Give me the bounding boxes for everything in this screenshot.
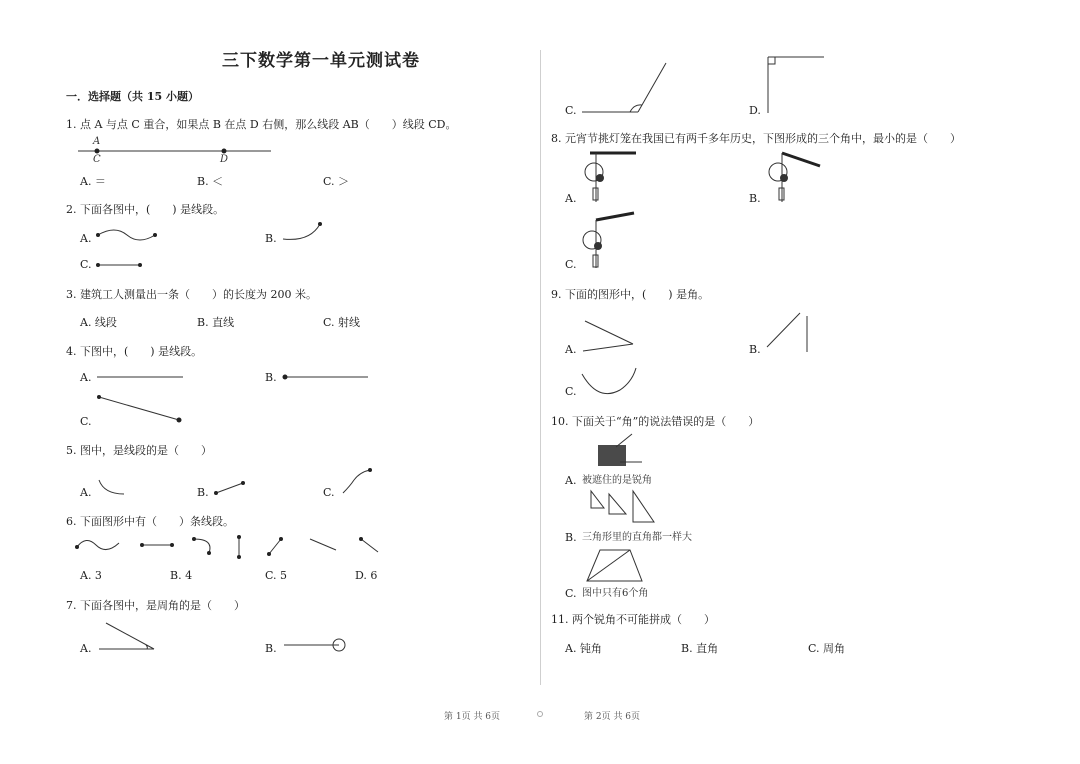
q3-option-c[interactable]: C. 射线 [323,316,361,329]
q1-figure [75,136,275,166]
page-number-left: 第 1页 共 6页 [444,712,501,722]
q6-figures [74,535,384,560]
q9-option-c[interactable]: C. [565,385,577,398]
q10-caption-b: 三角形里的直角都一样大 [582,532,692,543]
question-3: 3. 建筑工人测量出一条（ ）的长度为 200 米。 [66,288,317,301]
q2-segment-c [95,258,145,272]
q7-angle-b [282,636,350,654]
q5-curve-c [340,466,375,496]
q8-option-a[interactable]: A. [565,192,577,205]
q5-option-a[interactable]: A. [80,486,92,499]
page-separator-icon [535,709,545,719]
q2-option-c[interactable]: C. [80,258,92,271]
q8-option-b[interactable]: B. [749,192,761,205]
question-5: 5. 图中，是线段的是（ ） [66,444,212,457]
page-number-right: 第 2页 共 6页 [584,712,641,722]
q6-option-c[interactable]: C. 5 [265,569,288,582]
q7-option-a[interactable]: A. [80,642,92,655]
q8-option-c[interactable]: C. [565,258,577,271]
q2-option-a[interactable]: A. [80,232,92,245]
question-11: 11. 两个锐角不可能拼成（ ） [551,613,715,626]
q7-option-c[interactable]: C. [565,104,577,117]
q5-curve-a [96,476,131,498]
q10-trapezoid-c [584,547,646,585]
q5-option-b[interactable]: B. [197,486,209,499]
q7-angle-c [580,60,670,115]
q3-option-b[interactable]: B. 直线 [197,316,235,329]
q6-option-b[interactable]: B. 4 [170,569,193,582]
q4-ray-b [282,372,372,382]
q9-lines-b [764,310,812,354]
q4-option-a[interactable]: A. [80,371,92,384]
q3-option-a[interactable]: A. 线段 [80,316,117,329]
q8-lantern-c [578,210,638,272]
q2-curve-a [95,225,160,245]
q10-caption-a: 被遮住的是锐角 [582,475,652,486]
column-divider [540,50,541,685]
q9-option-a[interactable]: A. [565,343,577,356]
question-6: 6. 下面图形中有（ ）条线段。 [66,515,234,528]
question-1: 1. 点 A 与点 C 重合，如果点 B 在点 D 右侧，那么线段 AB（ ）线段 CD。 [66,118,457,131]
q9-angle-a [580,318,638,354]
question-10: 10. 下面关于“角”的说法错误的是（ ） [551,415,760,428]
q7-option-d[interactable]: D. [749,104,761,117]
q4-line-a [97,372,187,382]
q1-option-a[interactable]: A. ＝ [80,175,106,188]
q1-option-c[interactable]: C. ＞ [323,175,350,188]
q4-option-c[interactable]: C. [80,415,92,428]
point-label-a: A [93,136,101,147]
q11-option-b[interactable]: B. 直角 [681,642,719,655]
q9-curve-c [580,366,640,398]
q10-option-a[interactable]: A. [565,474,577,487]
q11-option-a[interactable]: A. 钝角 [565,642,602,655]
q5-option-c[interactable]: C. [323,486,335,499]
q6-option-d[interactable]: D. 6 [355,569,378,582]
question-8: 8. 元宵节挑灯笼在我国已有两千多年历史，下图形成的三个角中，最小的是（ ） [551,132,961,145]
q4-segment-c [96,394,186,424]
question-4: 4. 下图中，( ) 是线段。 [66,345,203,358]
q7-option-b[interactable]: B. [265,642,277,655]
q2-option-b[interactable]: B. [265,232,277,245]
q5-segment-b [213,478,248,498]
point-label-c: C [93,154,101,165]
q10-triangles-b [588,488,658,526]
q1-option-b[interactable]: B. ＜ [197,175,224,188]
q8-lantern-b [764,150,824,205]
q11-option-c[interactable]: C. 周角 [808,642,846,655]
question-9: 9. 下面的图形中，( ) 是角。 [551,288,710,301]
q7-angle-a [96,620,158,652]
q10-option-b[interactable]: B. [565,531,577,544]
q4-option-b[interactable]: B. [265,371,277,384]
q10-option-c[interactable]: C. [565,587,577,600]
q8-lantern-a [580,150,640,205]
point-label-d: D [220,154,229,165]
question-7: 7. 下面各图中，是周角的是（ ） [66,599,245,612]
q7-angle-d [766,55,828,117]
q6-option-a[interactable]: A. 3 [80,569,102,582]
page-title: 三下数学第一单元测试卷 [222,51,420,71]
q10-caption-c: 图中只有6个角 [582,588,649,599]
section-heading: 一．选择题（共 15 小题） [66,90,199,103]
question-2: 2. 下面各图中，( ) 是线段。 [66,203,225,216]
q2-curve-b [280,220,325,245]
q9-option-b[interactable]: B. [749,343,761,356]
q10-figure-a [596,432,644,470]
